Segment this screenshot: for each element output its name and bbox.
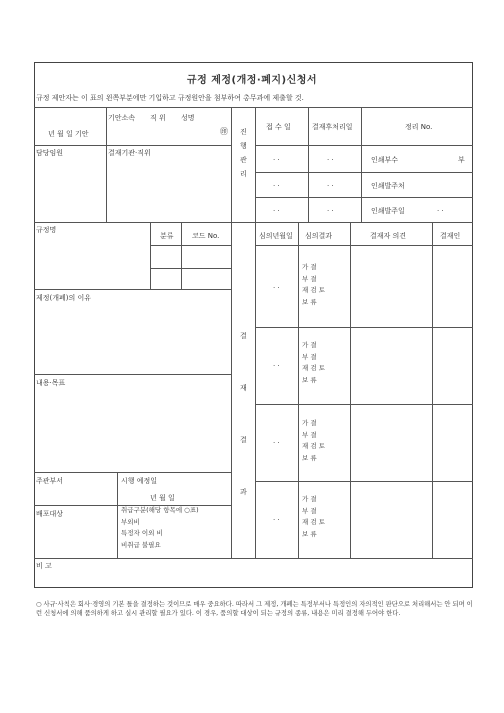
seal-mark: ㊞ [220, 127, 228, 136]
proc-header-no: 정리 No. [405, 123, 433, 131]
line-rev-h2 [255, 404, 473, 405]
proc-row1-c4: 부 [458, 156, 465, 164]
line-rev-h3 [255, 481, 473, 482]
proc-row2-c2: · · [327, 182, 334, 190]
line-content-bottom [34, 472, 231, 473]
proc-row2-c3: 인쇄발주처 [371, 182, 405, 190]
review-block3-results: 가 결 부 결 재 검 토 보 류 [302, 419, 325, 462]
review-block3-date: · · [273, 439, 280, 447]
line-class-v2 [181, 222, 182, 289]
line-proc-v1 [308, 107, 309, 222]
dist-option-1: 취급구분(해당 항목에 ○표) [121, 506, 199, 514]
proc-header-after: 결재후처리일 [312, 123, 353, 131]
review-header-date: 심의년월일 [259, 232, 293, 240]
staff-label: 담당임원 [36, 149, 64, 157]
review-block2-date: · · [273, 362, 280, 370]
review-header-opinion: 결재자 의견 [370, 232, 407, 240]
line-rev-v1 [298, 222, 299, 558]
line-rev-h0 [255, 245, 473, 246]
line-app-2 [106, 145, 107, 222]
review-header-approver: 결재인 [440, 232, 461, 240]
class-header-code: 코드 No. [192, 232, 220, 240]
approver-title-label: 결재기관·직위 [108, 149, 151, 157]
form-frame [34, 62, 473, 588]
dist-option-2: 부외비 [121, 517, 140, 526]
review-block4-results: 가 결 부 결 재 검 토 보 류 [302, 495, 325, 538]
proc-row1-c2: · · [327, 156, 334, 164]
review-vertical-label: 결 재 결 과 [240, 332, 247, 496]
line-mid [34, 222, 473, 223]
line-left-applicant [34, 145, 231, 146]
proc-row2-c1: · · [273, 182, 280, 190]
position-label: 직 위 [150, 114, 166, 122]
line-header-top [34, 107, 473, 108]
dept-label: 기안소속 [108, 114, 136, 122]
line-class-h2 [150, 268, 231, 269]
content-label: 내용·목표 [36, 379, 66, 387]
review-block4-date: · · [273, 516, 280, 524]
line-remarks [34, 558, 473, 559]
line-app-1 [106, 107, 107, 145]
proc-row3-c3: 인쇄발주일 [371, 207, 405, 215]
reason-label: 제정(개폐)의 이유 [36, 294, 92, 302]
line-dept-v [117, 472, 118, 558]
line-rev-v3 [432, 222, 433, 558]
line-class-h1 [150, 245, 231, 246]
class-header-category: 분류 [160, 232, 174, 240]
dist-option-4: 비취급 불필요 [121, 540, 161, 549]
process-vertical-label: 진 행 관 리 [240, 128, 247, 178]
footnote: ○ 사규·사칙은 회사·경영의 기본 틀을 결정하는 것이므로 매우 중요하다. 따라서 그 제정, 개폐는 특정부서나 특정인의 자의적인 판단으로 처리해서는 안 되며 이런 신청서에 의해 품의하게 하고 실시 관리할 필요가 있다. 이 경우, 품의할 대상이 되는 규정의 종류, 내용은 미리 결정해 두어야 한다. [36, 601, 473, 617]
review-header-result: 심의결과 [305, 232, 333, 240]
effective-date-label: 시행 예정일 [121, 477, 158, 485]
line-proc-v2 [361, 107, 362, 222]
line-rev-v2 [350, 222, 351, 558]
proc-row1-c1: · · [273, 156, 280, 164]
line-proc-h2 [255, 172, 473, 173]
instruction-text: 규정 제안자는 이 표의 왼쪽부분에만 기입하고 규정원안을 첨부하여 총무과에 제출할 것. [36, 94, 304, 102]
line-rule-bottom [34, 289, 231, 290]
proc-row3-c2: · · [327, 207, 334, 215]
review-block1-results: 가 결 부 결 재 검 토 보 류 [302, 263, 325, 306]
dist-option-3: 특정자 이외 비 [121, 529, 163, 537]
line-proc-h1 [255, 145, 473, 146]
rule-name-label: 규정명 [36, 226, 57, 234]
proc-header-receive: 접 수 일 [266, 123, 291, 131]
line-class-v1 [150, 222, 151, 289]
line-review-label [255, 222, 256, 558]
form-title: 규정 제정(개정·폐지)신청서 [186, 75, 318, 86]
review-block2-results: 가 결 부 결 재 검 토 보 류 [302, 341, 325, 384]
line-center-divider [231, 107, 232, 558]
dept-in-charge-label: 주관부서 [36, 477, 64, 485]
effective-date-value: 년 월 일 [150, 494, 175, 502]
line-reason-bottom [34, 374, 231, 375]
proc-row3-c4: · · [437, 207, 444, 215]
distribution-label: 배포대상 [36, 510, 64, 518]
proc-row3-c1: · · [273, 207, 280, 215]
distribution-options [121, 505, 199, 551]
remarks-label: 비 고 [36, 562, 52, 570]
line-proc-h3 [255, 197, 473, 198]
line-process-label [255, 107, 256, 222]
proc-row1-c3: 인쇄부수 [371, 156, 399, 164]
draft-date-label: 년 월 일 기안 [48, 130, 89, 138]
review-block1-date: · · [273, 284, 280, 292]
name-label: 성명 [181, 114, 195, 122]
line-rev-h1 [255, 327, 473, 328]
